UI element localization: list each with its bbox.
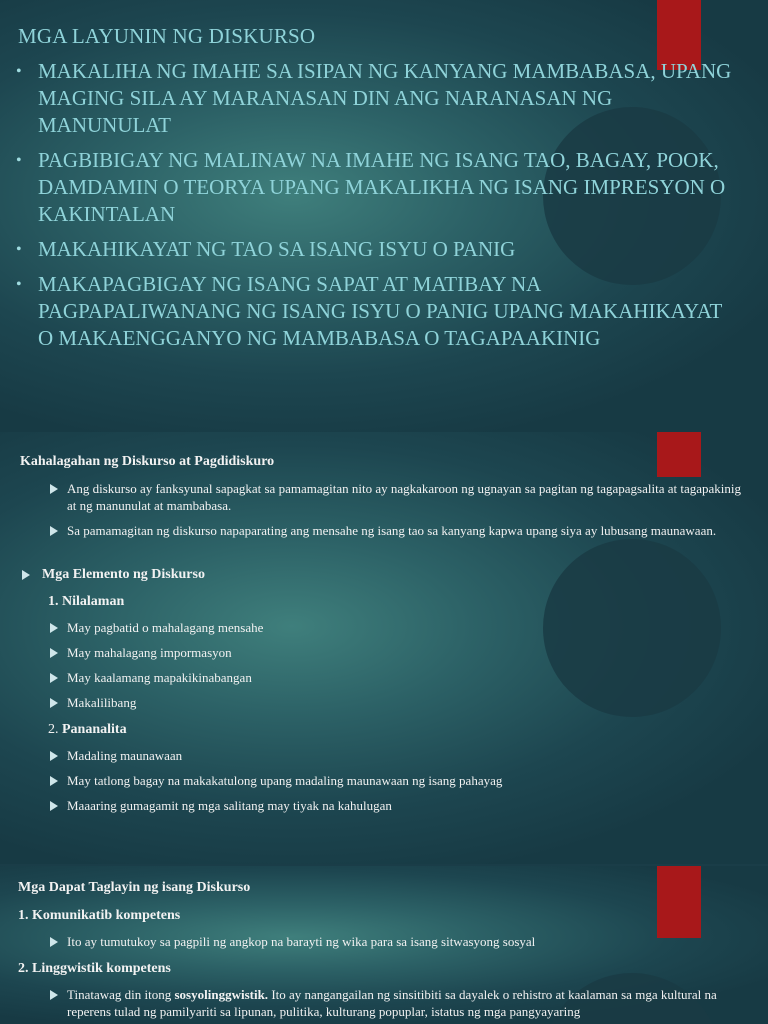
list-item: May tatlong bagay na makakatulong upang madaling maunawaan ng isang pahayag [50,772,502,789]
slide-1-title: MGA LAYUNIN NG DISKURSO [18,24,316,48]
list-item: • PAGBIBIGAY NG MALINAW NA IMAHE NG ISANG TAO, BAGAY, POOK, DAMDAMIN O TEORYA UPANG MAKALIKHA NG ISANG IMPRESYON O KAKINTALAN [16,148,726,226]
triangle-bullet-icon [50,801,58,811]
list-item: • MAKALIHA NG IMAHE SA ISIPAN NG KANYANG MAMBABASA, UPANG MAGING SILA AY MARANASAN DIN ANG NARANASAN NG MANUNULAT [16,59,732,137]
triangle-bullet-icon [50,776,58,786]
slide-2 [0,432,768,864]
list-item: Ang diskurso ay fanksyunal sapagkat sa pamamagitan nito ay nagkakaroon ng ugnayan sa pagitan ng tagapagsalita at tagapakinig at ng manunulat at mambabasa. [50,480,750,514]
slide-1-bullets [16,58,736,360]
list-item: May kaalamang mapakikinabangan [50,669,252,686]
decorative-red-bar [657,866,701,938]
section-heading: 1. Komunikatib kompetens [18,908,181,923]
triangle-bullet-icon [50,648,58,658]
list-item: May mahalagang impormasyon [50,644,232,661]
list-item: Makalilibang [50,694,136,711]
list-item: Tinatawag din itong sosyolinggwistik. Ito ay nangangailan ng sinsitibiti sa dayalek o rehistro at kaalaman sa mga kultural na reperens tulad ng pamilyariti sa lipunan, pulitika, kulturang popuplar, istatus ng mga pangyayaring [50,986,740,1020]
slide-3 [0,866,768,1024]
elements-heading: Mga Elemento ng Diskurso [22,566,205,583]
triangle-bullet-icon [22,570,30,580]
triangle-bullet-icon [50,751,58,761]
bullet-dot-icon: • [16,276,22,293]
triangle-bullet-icon [50,990,58,1000]
decorative-red-bar [657,432,701,477]
list-item: • MAKAHIKAYAT NG TAO SA ISANG ISYU O PANIG [16,237,516,261]
list-item: • MAKAPAGBIGAY NG ISANG SAPAT AT MATIBAY NA PAGPAPALIWANANG NG ISANG ISYU O PANIG UPANG MAKAHIKAYAT O MAKAENGGANYO NG MAMBABASA O TAGAPAAKINIG [16,272,722,350]
bullet-dot-icon: • [16,63,22,80]
triangle-bullet-icon [50,937,58,947]
bullet-dot-icon: • [16,152,22,169]
section-heading: 2. Pananalita [48,722,127,737]
section-heading: 2. Linggwistik kompetens [18,961,171,976]
list-item: Madaling maunawaan [50,747,182,764]
triangle-bullet-icon [50,526,58,536]
list-item: Ito ay tumutukoy sa pagpili ng angkop na barayti ng wika para sa isang sitwasyong sosyal [50,933,700,950]
list-item: Maaaring gumagamit ng mga salitang may tiyak na kahulugan [50,797,392,814]
slide-3-title: Mga Dapat Taglayin ng isang Diskurso [18,880,251,895]
triangle-bullet-icon [50,623,58,633]
list-item: May pagbatid o mahalagang mensahe [50,619,263,636]
decorative-circle [543,539,721,717]
triangle-bullet-icon [50,484,58,494]
slide-1 [0,0,768,432]
triangle-bullet-icon [50,673,58,683]
list-item: Sa pamamagitan ng diskurso napaparating ang mensahe ng isang tao sa kanyang kapwa upang siya ay lubusang maunawaan. [50,522,730,539]
slide-2-title: Kahalagahan ng Diskurso at Pagdidiskuro [20,454,275,469]
bullet-dot-icon: • [16,241,22,258]
triangle-bullet-icon [50,698,58,708]
section-heading: 1. Nilalaman [48,594,125,609]
